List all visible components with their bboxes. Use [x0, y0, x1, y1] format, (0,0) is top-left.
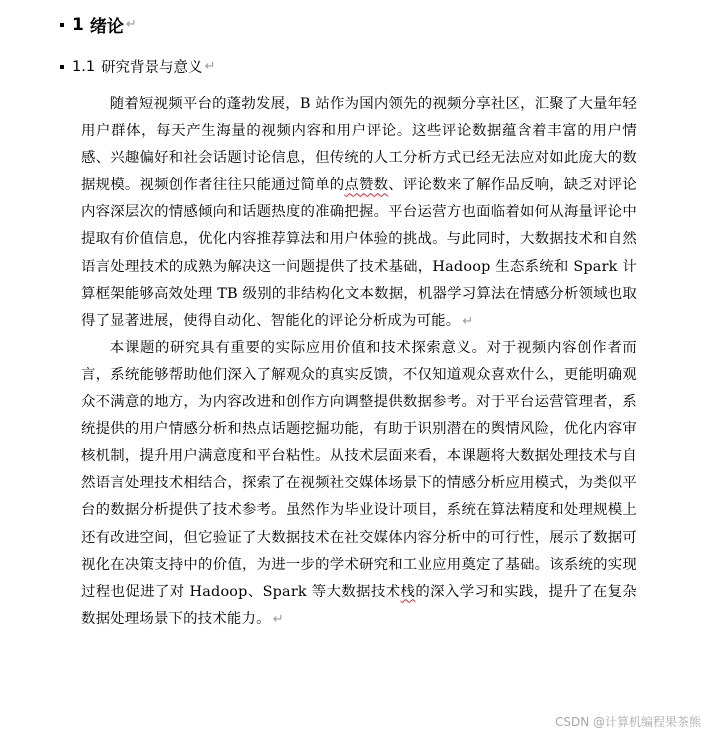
chapter-heading — [60, 12, 137, 37]
paragraph-text: 、评论数来了解作品反响，缺乏对评论内容深层次的情感倾向和话题热度的准确把握。平台运营方也面临着如何从海量评论中提取有价值信息，优化内容推荐算法和用户体验的挑战。与此同时，大数据技术和自然语言处理技术的成熟为解决这一问题提供了技术基础，Hadoop 生态系统和 Spark 计算框架能够高效处理 TB 级别的非结构化文本数据，机器学习算法在情感分析领域也取得了显著进展，使得自动化、智能化的评论分析成为可能。 — [81, 177, 638, 329]
paragraph-text: 的深入学习和实践，提升了在复杂数据处理场景下的技术能力。 — [81, 583, 637, 627]
paragraph-mark-bullet — [60, 23, 64, 27]
section-title: 研究背景与意义 — [101, 60, 203, 76]
paragraph-2 — [81, 335, 637, 633]
body-text — [81, 91, 637, 633]
paragraph-return-mark: ↵ — [125, 17, 137, 32]
paragraph-return-mark: ↵ — [272, 611, 284, 627]
paragraph-text: 随着短视频平台的蓬勃发展，B 站作为国内领先的视频分享社区，汇聚了大量年轻用户群体，每天产生海量的视频内容和用户评论。这些评论数据蕴含着丰富的用户情感、兴趣偏好和社会话题讨论信息，但传统的人工分析方式已经无法应对如此庞大的数据规模。视频创作者往往只能通过简单的 — [81, 96, 637, 194]
section-number: 1.1 — [72, 58, 96, 75]
paragraph-text: 本课题的研究具有重要的实际应用价值和技术探索意义。对于视频内容创作者而言，系统能够帮助他们深入了解观众的真实反馈，不仅知道观众喜欢什么，更能明确观众不满意的地方，为内容改进和创作方向调整提供数据参考。对于平台运营管理者，系统提供的用户情感分析和热点话题挖掘功能，有助于识别潜在的舆情风险，优化内容审核机制，提升用户满意度和平台粘性。从技术层面来看，本课题将大数据处理技术与自然语言处理技术相结合，探索了在视频社交媒体场景下的情感分析应用模式，为类似平台的数据分析提供了技术参考。虽然作为毕业设计项目，系统在算法精度和处理规模上还有改进空间，但它验证了大数据技术在社交媒体内容分析中的可行性，展示了数据可视化在决策支持中的价值，为进一步的学术研究和工业应用奠定了基础。该系统的实现过程也促进了对 Hadoop、Spark 等大数据技术 — [81, 339, 637, 600]
paragraph-mark-bullet — [60, 65, 64, 69]
section-heading — [60, 56, 215, 77]
csdn-watermark: CSDN @计算机编程果茶熊 — [554, 715, 701, 729]
chapter-number: 1 — [72, 14, 84, 35]
paragraph-1 — [81, 91, 637, 335]
spellcheck-flagged-word[interactable]: 点赞数 — [344, 177, 389, 194]
paragraph-return-mark: ↵ — [204, 59, 216, 74]
spellcheck-flagged-word[interactable]: 栈 — [400, 583, 416, 600]
paragraph-return-mark: ↵ — [462, 313, 474, 329]
chapter-title: 绪论 — [89, 17, 124, 37]
